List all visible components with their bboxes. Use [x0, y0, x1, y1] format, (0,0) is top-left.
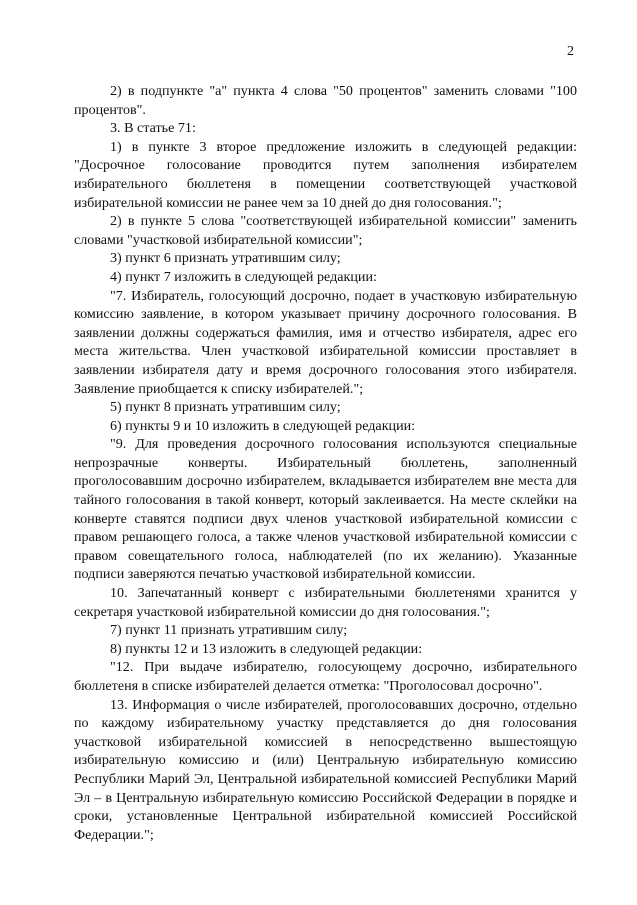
paragraph: "7. Избиратель, голосующий досрочно, подает в участковую избирательную комиссию заявление, в котором указывает причину досрочного голосования. В заявлении должны содержаться фамилия, имя и отчество избирателя, адрес его места жительства. Член участковой избирательной комиссии проставляет в заявлении избирателя дату и время досрочного голосования этого избирателя. Заявление приобщается к списку избирателей."; — [74, 287, 577, 397]
paragraph: 13. Информация о числе избирателей, проголосовавших досрочно, отдельно по каждому избирательному участку представляется до дня голосования участковой избирательной комиссией в непосредственно вышестоящую избирательную комиссию и (или) Центральную избирательную комиссию Республики Марий Эл, Центральной избирательной комиссией Республики Марий Эл – в Центральную избирательную комиссию Российской Федерации в порядке и сроки, установленные Центральной избирательной комиссией Российской Федерации."; — [74, 696, 577, 843]
paragraph: 2) в подпункте "а" пункта 4 слова "50 процентов" заменить словами "100 процентов". — [74, 83, 577, 118]
paragraph: 10. Запечатанный конверт с избирательными бюллетенями хранится у секретаря участковой избирательной комиссии до дня голосования."; — [74, 585, 577, 620]
paragraph: 8) пункты 12 и 13 изложить в следующей редакции: — [110, 640, 423, 657]
paragraph: 1) в пункте 3 второе предложение изложить в следующей редакции: "Досрочное голосование проводится путем заполнения избирателем избирательного бюллетеня в помещении соответствующей участковой избирательной комиссии не ранее чем за 10 дней до дня голосования."; — [74, 138, 577, 211]
paragraph: 6) пункты 9 и 10 изложить в следующей редакции: — [110, 417, 416, 434]
paragraph: "12. При выдаче избирателю, голосующему досрочно, избирательного бюллетеня в списке избирателей делается отметка: "Проголосовал досрочно". — [74, 659, 577, 694]
paragraph: "9. Для проведения досрочного голосования используются специальные непрозрачные конверты. Избирательный бюллетень, заполненный проголосовавшим досрочно избирателем, вкладывается избирателем вне места для тайного голосования в такой конверт, который заклеивается. На месте склейки на конверте ставятся подписи двух членов участковой избирательной комиссии с правом решающего голоса, а также членов участковой избирательной комиссии с правом совещательного голоса, наблюдателей (по их желанию). Указанные подписи заверяются печатью участковой избирательной комиссии. — [74, 436, 577, 583]
paragraph: 5) пункт 8 признать утратившим силу; — [110, 399, 341, 416]
document-body — [74, 82, 577, 844]
page-number: 2 — [567, 44, 574, 59]
paragraph: 4) пункт 7 изложить в следующей редакции: — [110, 268, 377, 285]
paragraph: 3) пункт 6 признать утратившим силу; — [110, 250, 341, 267]
paragraph: 7) пункт 11 признать утратившим силу; — [110, 622, 348, 639]
paragraph: 2) в пункте 5 слова "соответствующей избирательной комиссии" заменить словами "участковой избирательной комиссии"; — [74, 213, 577, 248]
paragraph: 3. В статье 71: — [110, 120, 196, 137]
